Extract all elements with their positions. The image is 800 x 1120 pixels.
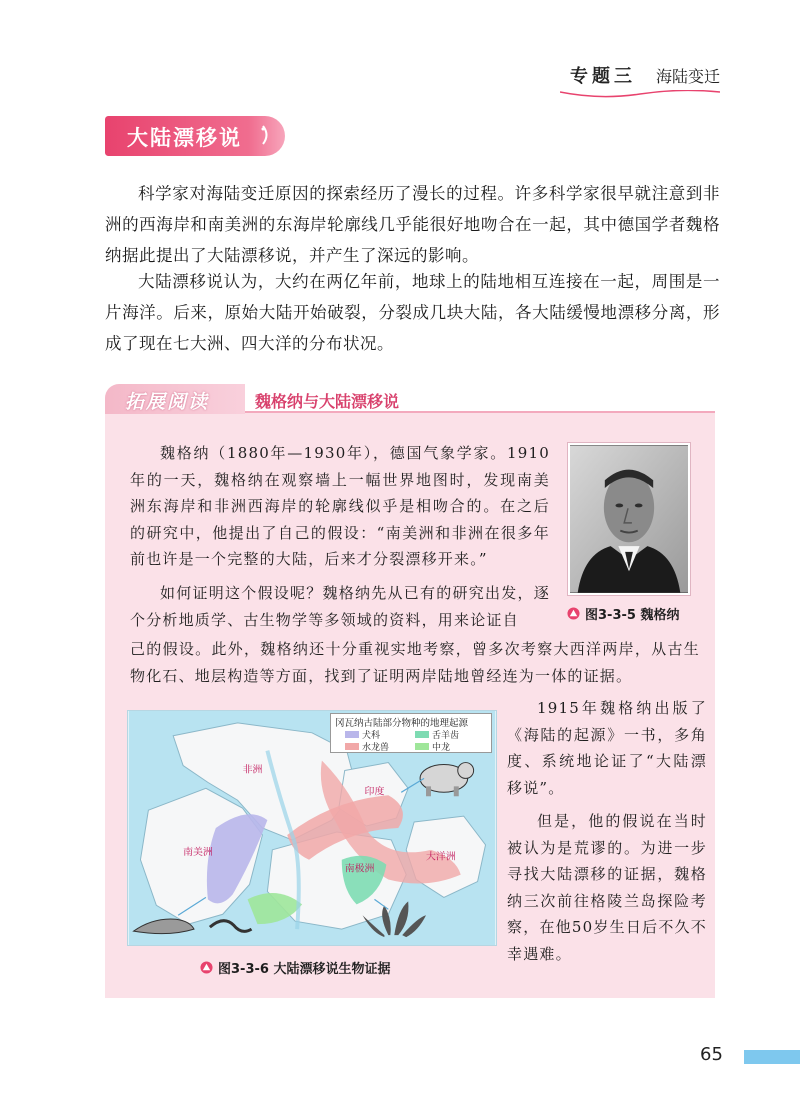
caption-triangle-icon <box>567 607 580 620</box>
legend-swatch-2 <box>415 731 429 738</box>
legend-item-3 <box>345 740 389 753</box>
photo-caption-text: 图3-3-5 魏格纳 <box>585 608 680 623</box>
legend-label-3: 水龙兽 <box>362 743 390 753</box>
page-number-bar <box>744 1050 800 1064</box>
legend-swatch-1 <box>345 731 359 738</box>
map-caption-text: 图3-3-6 大陆漂移说生物证据 <box>218 962 391 977</box>
extended-paragraph-3: 己的假设。此外，魏格纳还十分重视实地考察，曾多次考察大西洋两岸，从古生物化石、地层构造等方面，找到了证明两岸陆地曾经连为一体的证据。 <box>130 640 700 685</box>
photo-caption <box>567 604 679 623</box>
body-paragraph-2: 大陆漂移说认为，大约在两亿年前，地球上的陆地相互连接在一起，周围是一片海洋。后来，原始大陆开始破裂，分裂成几块大陆，各大陆缓慢地漂移分离，形成了现在七大洲、四大洋的分布状况。 <box>105 272 720 353</box>
legend-label-2: 舌羊齿 <box>432 731 460 741</box>
label-india: 印度 <box>364 786 385 798</box>
extended-reading-title: 魏格纳与大陆漂移说 <box>255 392 400 411</box>
section-banner <box>105 116 285 156</box>
caption-triangle-icon <box>200 961 213 974</box>
legend-label-1: 犬科 <box>362 731 381 741</box>
legend-title: 冈瓦纳古陆部分物种的地理起源 <box>335 718 469 729</box>
map-caption <box>200 958 390 977</box>
label-africa: 非洲 <box>242 764 263 776</box>
page-header <box>570 62 720 88</box>
legend-swatch-4 <box>415 743 429 750</box>
extended-paragraph-5: 但是，他的假说在当时被认为是荒谬的。为进一步寻找大陆漂移的证据，魏格纳三次前往格陵兰岛探险考察，在他50岁生日后不久不幸遇难。 <box>507 812 707 963</box>
extended-paragraph-2: 如何证明这个假设呢？魏格纳先从已有的研究出发，逐个分析地质学、古生物学等多领域的资料，用来论证自 <box>130 584 550 629</box>
bracket-ornament-icon <box>261 124 271 146</box>
map-legend <box>330 713 492 753</box>
body-paragraph-1: 科学家对海陆变迁原因的探索经历了漫长的过程。许多科学家很早就注意到非洲的西海岸和南美洲的东海岸轮廓线几乎能很好地吻合在一起，其中德国学者魏格纳据此提出了大陆漂移说，并产生了深远的影响。 <box>105 184 720 265</box>
header-title: 海陆变迁 <box>655 67 720 86</box>
extended-reading-label: 拓展阅读 <box>125 391 210 413</box>
label-australia: 大洋洲 <box>426 851 456 863</box>
legend-swatch-3 <box>345 743 359 750</box>
page-number: 65 <box>700 1044 723 1065</box>
label-antarctica: 南极洲 <box>344 863 375 875</box>
label-south-america: 南美洲 <box>183 846 213 858</box>
header-ornament-icon <box>560 90 720 100</box>
header-topic: 专题三 <box>569 66 636 87</box>
extended-paragraph-1: 魏格纳（1880年—1930年），德国气象学家。1910年的一天，魏格纳在观察墙上一幅世界地图时，发现南美洲东海岸和非洲西海岸的轮廓线似乎是相吻合的。在之后的研究中，他提出了自己的假设：“南美洲和非洲在很多年前也许是一个完整的大陆，后来才分裂漂移开来。” <box>130 444 550 568</box>
extended-reading-tab <box>105 384 715 414</box>
extended-paragraph-4: 1915年魏格纳出版了《海陆的起源》一书，多角度、系统地论证了“大陆漂移说”。 <box>507 699 707 797</box>
legend-item-4 <box>415 740 450 753</box>
extended-tab-divider <box>245 411 715 413</box>
legend-label-4: 中龙 <box>432 743 451 753</box>
section-title: 大陆漂移说 <box>127 126 242 150</box>
wegener-portrait <box>568 443 690 595</box>
